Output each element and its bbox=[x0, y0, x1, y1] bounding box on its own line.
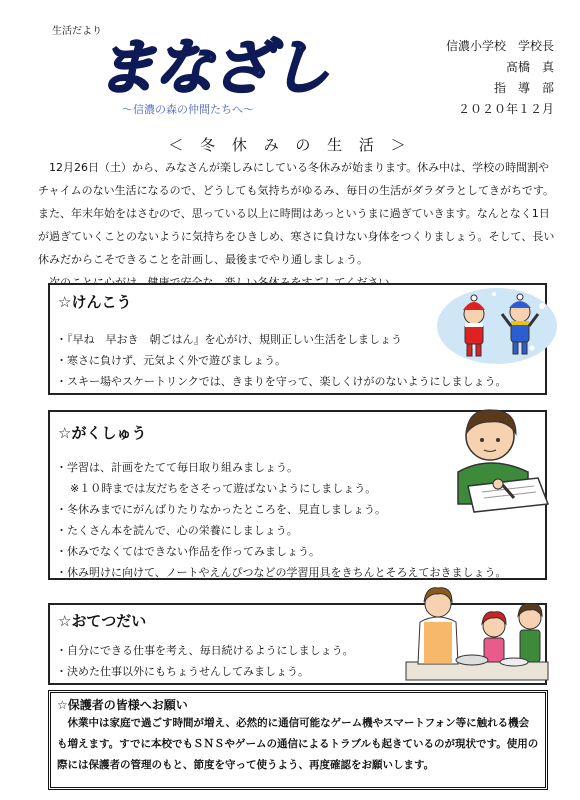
school-principal: 信濃小学校 学校長 bbox=[445, 39, 554, 53]
notice-text: 休業中は家庭で過ごす時間が増え、必然的に通信可能なゲーム機やスマートフォン等に触れる機会も増えます。すでに本校でもＳＮＳやゲームの通信によるトラブルも起きているのが現状です。使用の際には保護者の管理のもと、節度を守って使うよう、再度確認をお願いします。 bbox=[57, 717, 539, 771]
notice-heading: ☆保護者の皆様へお願い bbox=[57, 698, 188, 712]
list-item: ・自分にできる仕事を考え、毎日続けるようにしましょう。 bbox=[56, 644, 354, 657]
list-item: ・たくさん本を読んで、心の栄養にしましょう。 bbox=[56, 524, 298, 537]
list-item: ・学習は、計画をたてて毎日取り組みましょう。 bbox=[56, 461, 298, 474]
intro-paragraph: 12月26日（土）から、みなさんが楽しみにしている冬休みが始まります。休み中は、学校の時間割やチャイムのない生活になるので、どうしても気持ちがゆるみ、毎日の生活がダラダラとしてきがちです。また、年末年始をはさむので、思っている以上に時間はあっというまに過ぎていきます。なんとなく1日が過ぎていくことのないように気持ちをひきしめ、寒さに負けない身体をつくりましょう。そして、長い休みだからこそできることを計画し、最後までやり通しましょう。 bbox=[38, 161, 555, 266]
list-note: ※１０時までは友だちをさそって遊ばないようにしましょう。 bbox=[70, 482, 377, 495]
logo-wordmark bbox=[62, 30, 362, 100]
section-heading: ☆けんこう bbox=[58, 293, 132, 311]
page-title: ＜ 冬 休 み の 生 活 ＞ bbox=[168, 136, 412, 154]
principal-name: 髙橋 真 bbox=[505, 60, 554, 74]
list-item: ・寒さに負けず、元気よく外で遊びましょう。 bbox=[56, 354, 287, 367]
logo-text: まなざし bbox=[96, 33, 328, 100]
guardian-notice bbox=[48, 690, 548, 790]
list-item: ・スキー場やスケートリンクでは、きまりを守って、楽しくけがのないようにしましょう。 bbox=[56, 375, 507, 388]
department: 指 導 部 bbox=[493, 81, 554, 95]
newsletter-kicker: 生活だより bbox=[52, 26, 102, 37]
section-heading: ☆がくしゅう bbox=[58, 424, 147, 442]
intro-text bbox=[38, 156, 558, 294]
notice-body bbox=[57, 713, 539, 776]
kids-in-snow-illustration bbox=[432, 276, 562, 366]
newsletter-logo bbox=[62, 30, 362, 100]
list-item: ・『早ね 早おき 朝ごはん』を心がけ、規則正しい生活をしましょう bbox=[56, 333, 403, 346]
school-info bbox=[446, 36, 554, 120]
boy-studying-illustration bbox=[438, 400, 553, 518]
issue-date: ２０２０年１２月 bbox=[457, 102, 554, 116]
list-item: ・休み明けに向けて、ノートやえんぴつなどの学習用具をきちんとそろえておきましょう。 bbox=[56, 566, 507, 579]
section-heading: ☆おてつだい bbox=[58, 612, 147, 630]
newsletter-subtitle: 〜信濃の森の仲間たちへ〜 bbox=[122, 103, 254, 116]
list-item: ・休みでなくてはできない作品を作ってみましょう。 bbox=[56, 545, 320, 558]
list-item: ・決めた仕事以外にもちょうせんしてみましょう。 bbox=[56, 665, 309, 678]
list-item: ・冬休みまでにがんばりたりなかったところを、見直しましょう。 bbox=[56, 503, 386, 516]
family-cooking-illustration bbox=[402, 578, 552, 686]
